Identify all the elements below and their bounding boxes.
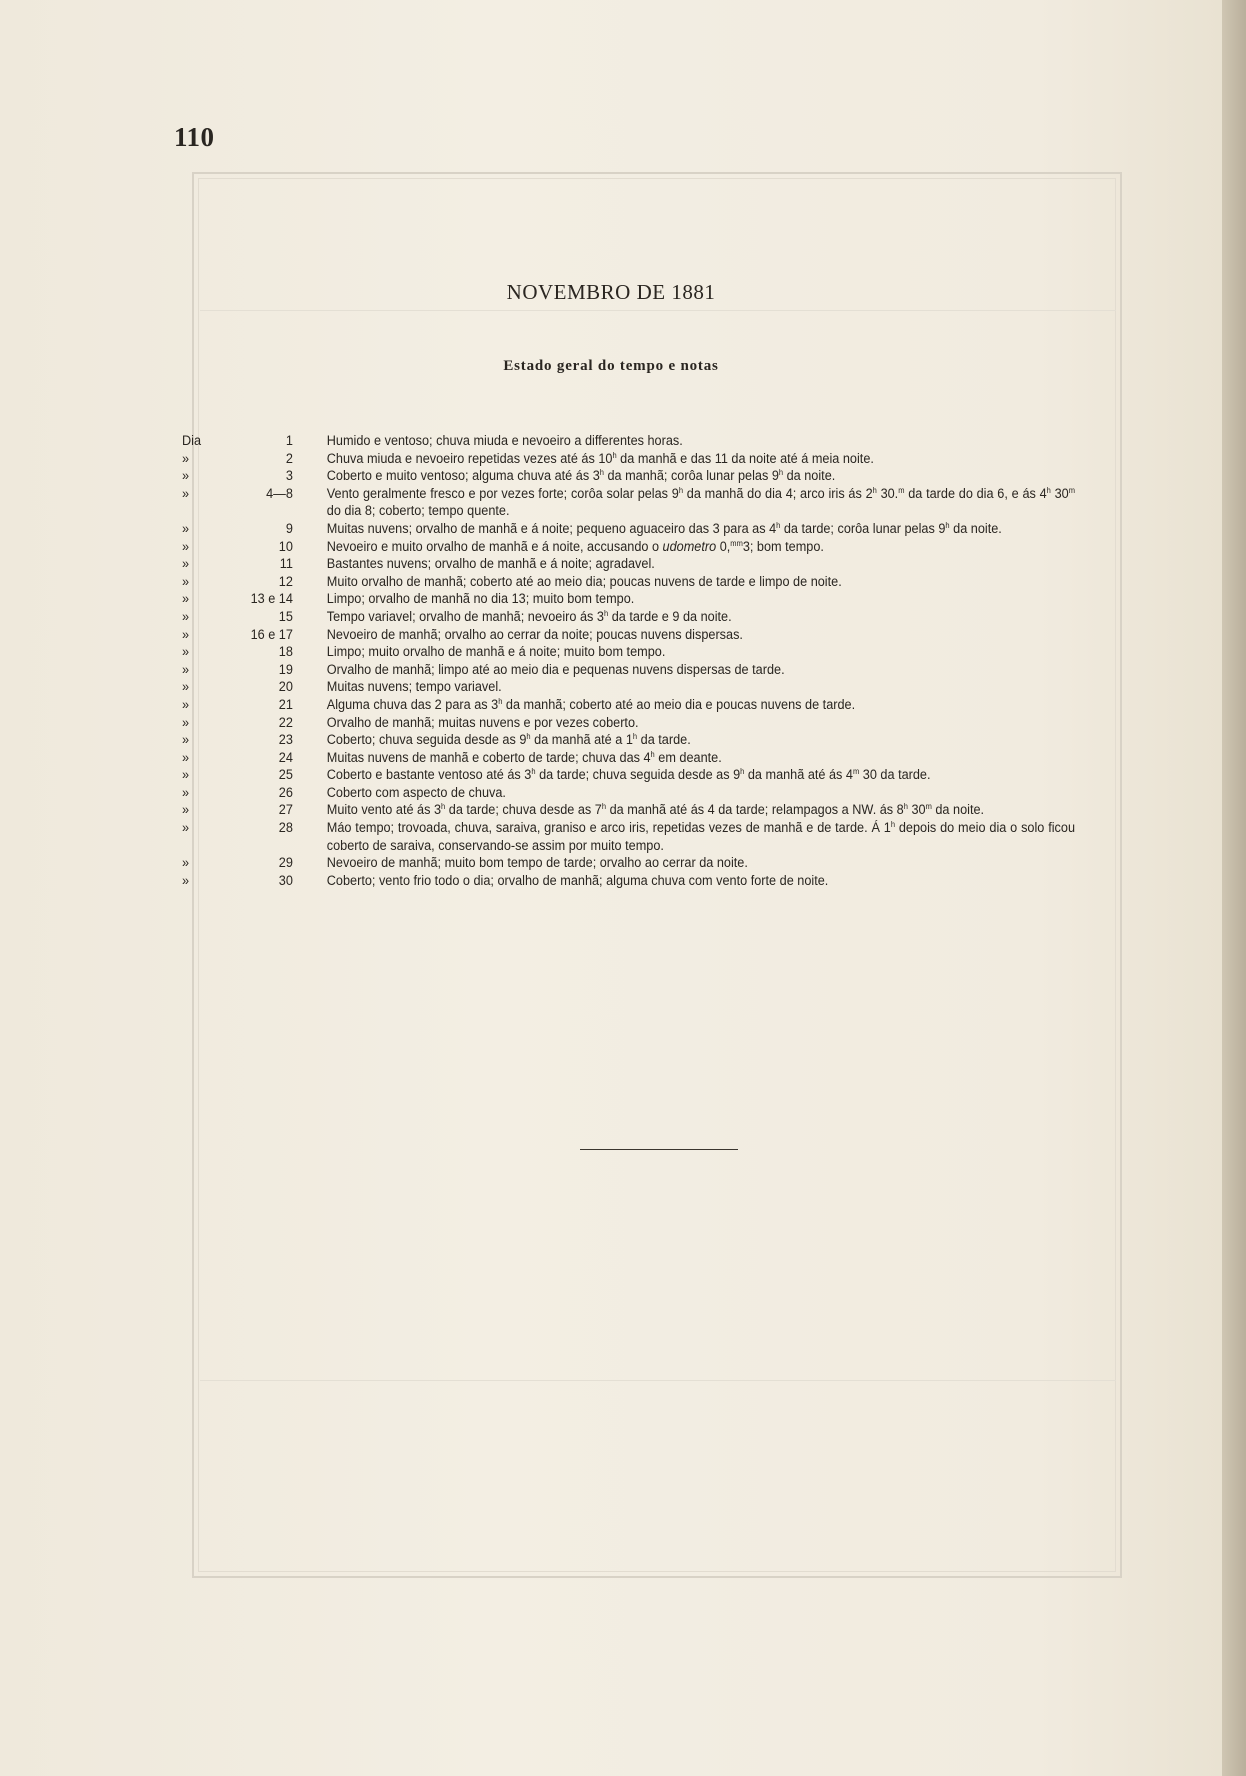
row-day: 23 — [278, 732, 293, 748]
row-note-text: Tempo variavel; orvalho de manhã; nevoeiro ás 3$^h$ da tarde e 9 da noite. — [326, 608, 732, 624]
row-day: 18 — [278, 644, 293, 660]
row-note-text: Nevoeiro de manhã; muito bom tempo de tarde; orvalho ao cerrar da noite. — [326, 855, 748, 871]
row-note-text: Limpo; orvalho de manhã no dia 13; muito bom tempo. — [326, 591, 635, 607]
note-row — [182, 714, 1075, 732]
row-day: 21 — [278, 696, 293, 712]
note-row — [182, 872, 1075, 890]
row-day: 19 — [278, 661, 293, 677]
note-row — [182, 626, 1075, 644]
weather-notes-list — [182, 432, 1075, 889]
row-label: » — [182, 485, 190, 501]
row-label: » — [182, 661, 190, 677]
note-row — [182, 854, 1075, 872]
row-note-text: Humido e ventoso; chuva miuda e nevoeiro a differentes horas. — [326, 433, 683, 448]
note-row — [182, 731, 1075, 749]
row-label: » — [182, 855, 190, 871]
row-label: » — [182, 820, 190, 836]
row-label: » — [182, 679, 190, 695]
note-row — [182, 784, 1075, 802]
note-row — [182, 520, 1075, 538]
row-label: » — [182, 732, 190, 748]
row-label: » — [182, 468, 190, 484]
section-subtitle: Estado geral do tempo e notas — [503, 358, 719, 374]
row-note-text: Alguma chuva das 2 para as 3$^h$ da manhã; coberto até ao meio dia e poucas nuvens de tarde. — [326, 696, 856, 712]
note-row — [182, 801, 1075, 819]
row-note-text: Bastantes nuvens; orvalho de manhã e á noite; agradavel. — [326, 556, 655, 572]
note-row — [182, 678, 1075, 696]
row-label: » — [182, 538, 190, 554]
row-label: » — [182, 573, 190, 589]
note-row — [182, 696, 1075, 714]
row-note-text: Orvalho de manhã; muitas nuvens e por vezes coberto. — [326, 714, 639, 730]
row-day: 22 — [278, 714, 293, 730]
row-day: 3 — [285, 468, 293, 484]
ghost-line — [200, 310, 1116, 311]
ghost-line — [200, 1380, 1116, 1381]
row-note-text: Muitas nuvens; tempo variavel. — [326, 679, 502, 695]
row-note-text: Muito vento até ás 3$^h$ da tarde; chuva desde as 7$^h$ da manhã até ás 4 da tarde; relampagos a NW. ás 8$^h$ 30$^m$ da noite. — [326, 802, 985, 818]
row-label: Dia — [182, 433, 202, 448]
row-day: 13 e 14 — [250, 591, 293, 607]
row-note-text: Máo tempo; trovoada, chuva, saraiva, graniso e arco iris, repetidas vezes de manhã e de tarde. Á 1$^h$ depois do meio dia o solo ficou coberto de saraiva, conservando-se assim por muito tempo. — [326, 820, 1075, 853]
note-row — [182, 590, 1075, 608]
row-day: 26 — [278, 784, 293, 800]
note-row — [182, 749, 1075, 767]
row-day: 12 — [278, 573, 293, 589]
page-number: 110 — [174, 122, 215, 152]
closing-rule — [580, 1149, 738, 1150]
row-note-text: Muito orvalho de manhã; coberto até ao meio dia; poucas nuvens de tarde e limpo de noite. — [326, 573, 842, 589]
row-note-text: Nevoeiro de manhã; orvalho ao cerrar da noite; poucas nuvens dispersas. — [326, 626, 743, 642]
row-note-text: Coberto e bastante ventoso até ás 3$^h$ da tarde; chuva seguida desde as 9$^h$ da manhã até ás 4$^m$ 30 da tarde. — [326, 767, 931, 783]
note-row — [182, 819, 1075, 854]
row-day: 9 — [285, 520, 293, 536]
row-day: 30 — [278, 872, 293, 888]
row-label: » — [182, 626, 190, 642]
note-row — [182, 485, 1075, 520]
row-day: 29 — [278, 855, 293, 871]
row-note-text: Coberto com aspecto de chuva. — [326, 784, 506, 800]
row-note-text: Chuva miuda e nevoeiro repetidas vezes até ás 10$^h$ da manhã e das 11 da noite até á meia noite. — [326, 450, 874, 466]
row-label: » — [182, 644, 190, 660]
row-day: 15 — [278, 608, 293, 624]
row-label: » — [182, 591, 190, 607]
note-row — [182, 608, 1075, 626]
row-day: 27 — [278, 802, 293, 818]
note-row — [182, 432, 1075, 450]
note-row — [182, 538, 1075, 556]
row-note-text: Coberto; chuva seguida desde as 9$^h$ da manhã até a 1$^h$ da tarde. — [326, 732, 691, 748]
row-label: » — [182, 450, 190, 466]
note-row — [182, 573, 1075, 591]
row-label: » — [182, 802, 190, 818]
row-label: » — [182, 872, 190, 888]
row-day: 11 — [279, 556, 293, 572]
row-day: 2 — [285, 450, 293, 466]
row-note-text: Muitas nuvens de manhã e coberto de tarde; chuva das 4$^h$ em deante. — [326, 749, 722, 765]
book-page-edge — [1222, 0, 1246, 1776]
row-note-text: Coberto e muito ventoso; alguma chuva até ás 3$^h$ da manhã; corôa lunar pelas 9$^h$ da noite. — [326, 468, 836, 484]
row-note-text: Vento geralmente fresco e por vezes forte; corôa solar pelas 9$^h$ da manhã do dia 4; arco iris ás 2$^h$ 30.$^m$ da tarde do dia 6, e ás 4$^h$ 30$^m$ do dia 8; coberto; tempo quente. — [326, 485, 1075, 519]
row-label: » — [182, 556, 190, 572]
note-row — [182, 643, 1075, 661]
row-day: 25 — [278, 767, 293, 783]
row-day: 16 e 17 — [250, 626, 293, 642]
row-day: 28 — [278, 820, 293, 836]
row-day: 1 — [285, 433, 293, 448]
row-day: 10 — [278, 538, 293, 554]
row-label: » — [182, 784, 190, 800]
row-day: 4—8 — [266, 485, 293, 501]
note-row — [182, 766, 1075, 784]
note-row — [182, 467, 1075, 485]
note-row — [182, 450, 1075, 468]
row-note-text: Coberto; vento frio todo o dia; orvalho de manhã; alguma chuva com vento forte de noite. — [326, 872, 829, 888]
page-title: NOVEMBRO DE 1881 — [506, 280, 716, 304]
row-label: » — [182, 714, 190, 730]
row-note-text: Muitas nuvens; orvalho de manhã e á noite; pequeno aguaceiro das 3 para as 4$^h$ da tarde; corôa lunar pelas 9$^h$ da noite. — [326, 520, 1002, 536]
note-row — [182, 555, 1075, 573]
note-row — [182, 661, 1075, 679]
row-label: » — [182, 767, 190, 783]
row-day: 24 — [278, 749, 293, 765]
row-day: 20 — [278, 679, 293, 695]
row-note-text: Limpo; muito orvalho de manhã e á noite; muito bom tempo. — [326, 644, 666, 660]
row-label: » — [182, 749, 190, 765]
row-note-text: Orvalho de manhã; limpo até ao meio dia e pequenas nuvens dispersas de tarde. — [326, 661, 785, 677]
row-note-text: Nevoeiro e muito orvalho de manhã e á noite, accusando o udometro 0,$^{mm}$3; bom tempo. — [326, 538, 824, 554]
row-label: » — [182, 608, 190, 624]
row-label: » — [182, 520, 190, 536]
row-label: » — [182, 696, 190, 712]
